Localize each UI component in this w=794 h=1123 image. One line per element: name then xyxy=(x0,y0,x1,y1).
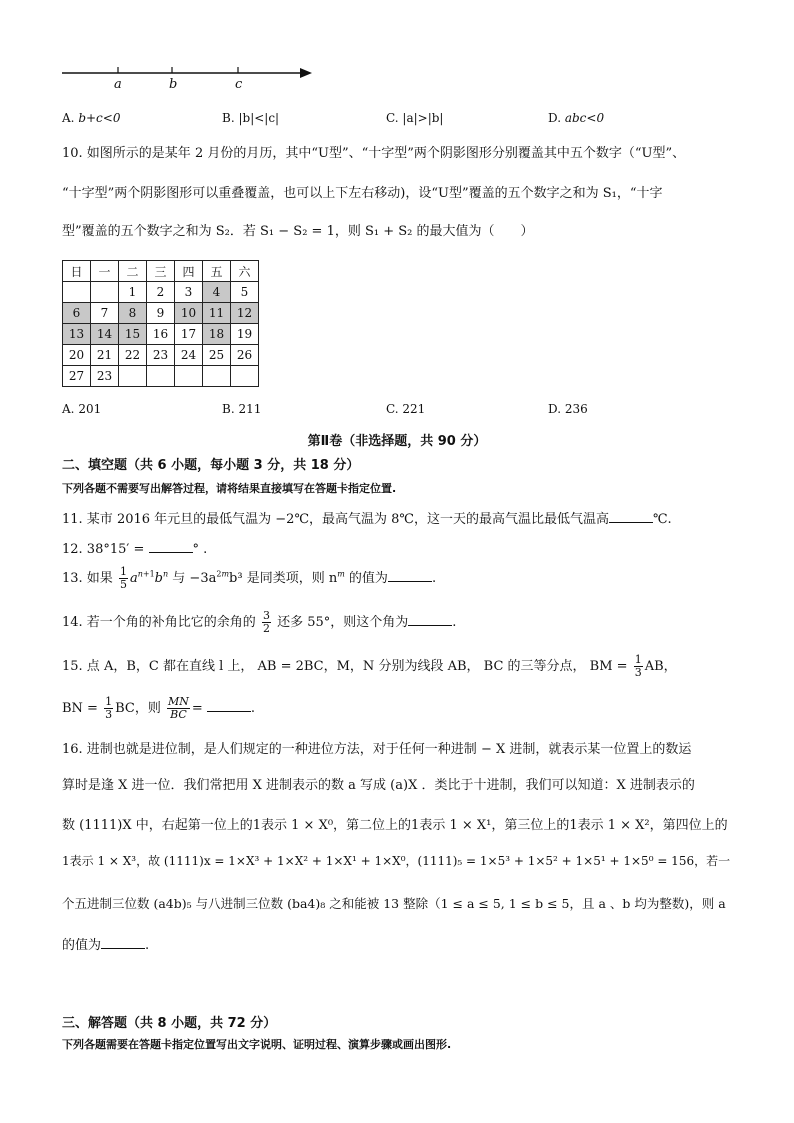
calendar-cell-shaded: 8 xyxy=(119,303,147,324)
calendar-cell: 22 xyxy=(119,345,147,366)
q13: 13. 如果 $\frac{1}{5}$ $a^{n+1}b^n$ 与 $-3a^{2m}b^3$ 是同类项，则 $n^m$ 的值为 . xyxy=(62,565,437,591)
calendar-cell: 27 xyxy=(63,366,91,387)
calendar-cell: 2 xyxy=(147,282,175,303)
calendar-cell: 7 xyxy=(91,303,119,324)
calendar-cell xyxy=(63,282,91,303)
q15-text-d: BC，则 xyxy=(115,701,161,716)
q10-option-d[interactable]: D. 236 xyxy=(548,402,588,416)
calendar-cell: 20 xyxy=(63,345,91,366)
q13-text-a: 13. 如果 xyxy=(62,571,113,586)
q15-text-a: 15. 点 A，B，C 都在直线 l 上， AB = 2BC，M，N 分别为线段 AB， BC 的三等分点， BM = xyxy=(62,659,628,674)
calendar-cell xyxy=(175,366,203,387)
calendar-header-cell: 一 xyxy=(91,261,119,282)
calendar-cell: 17 xyxy=(175,324,203,345)
q16-line-4: 1表示 1 × X³，故 (1111)x = 1×X³ + 1×X² + 1×X¹ + 1×X⁰，(1111)₅ = 1×5³ + 1×5² + 1×5¹ + 1×5⁰ = 156，若一 xyxy=(62,854,731,868)
calendar-header-cell: 四 xyxy=(175,261,203,282)
calendar-cell xyxy=(91,282,119,303)
calendar-cell-shaded: 6 xyxy=(63,303,91,324)
q16-period: . xyxy=(145,938,150,953)
calendar-row xyxy=(63,366,259,387)
calendar-cell-shaded: 15 xyxy=(119,324,147,345)
calendar-cell: 23 xyxy=(91,366,119,387)
q14-fraction: $\frac{3}{2}$ xyxy=(262,609,270,635)
calendar-cell-shaded: 14 xyxy=(91,324,119,345)
number-line-label-b: b xyxy=(169,77,178,92)
q10-line-1: 10. 如图所示的是某年 2 月份的月历，其中“U型”、“十字型”两个阴影图形分别覆盖其中五个数字（“U型”、 xyxy=(62,146,686,161)
q16-answer-blank[interactable] xyxy=(101,936,145,949)
q13-end: . xyxy=(431,571,437,586)
q12 xyxy=(62,540,207,557)
section-2-title: 第Ⅱ卷（非选择题，共 90 分） xyxy=(307,434,487,449)
q14-answer-blank[interactable] xyxy=(408,613,452,626)
calendar-cell: 1 xyxy=(119,282,147,303)
q15-text-c: BN = xyxy=(62,701,98,716)
q10-line-2: “十字型”两个阴影图形可以重叠覆盖，也可以上下左右移动)，设“U型”覆盖的五个数字之和为 S₁，“十字 xyxy=(62,186,663,201)
calendar-cell xyxy=(231,366,259,387)
number-line xyxy=(58,62,318,96)
q15-text-b: AB， xyxy=(644,659,677,674)
answer-section-note: 下列各题需要在答题卡指定位置写出文字说明、证明过程、演算步骤或画出图形. xyxy=(62,1038,452,1051)
q16-line-2: 算时是逢 X 进一位．我们常把用 X 进制表示的数 a 写成 (a)X ．类比于十进制，我们可以知道：X 进制表示的 xyxy=(62,778,695,793)
fill-in-section-title: 二、填空题（共 6 小题，每小题 3 分，共 18 分） xyxy=(62,458,360,473)
q16-line-3: 数 (1111)X 中，右起第一位上的1表示 1 × X⁰，第二位上的1表示 1 × X¹，第三位上的1表示 1 × X²，第四位上的 xyxy=(62,818,728,833)
q14-end: . xyxy=(452,615,457,630)
q13-fraction: $\frac{1}{5}$ xyxy=(119,565,127,591)
calendar-header-cell: 三 xyxy=(147,261,175,282)
q10-option-a[interactable]: A. 201 xyxy=(62,402,102,416)
calendar-header-row xyxy=(63,261,259,282)
q16-line-5: 个五进制三位数 (a4b)₅ 与八进制三位数 (ba4)₈ 之和能被 13 整除（1 ≤ a ≤ 5, 1 ≤ b ≤ 5，且 a 、b 均为整数)，则 a xyxy=(62,896,726,911)
q15-end: . xyxy=(250,701,256,716)
q15-answer-blank[interactable] xyxy=(207,699,251,712)
q10-option-b[interactable]: B. 211 xyxy=(222,402,262,416)
calendar-header-cell: 六 xyxy=(231,261,259,282)
q15-fraction-1: $\frac{1}{3}$ xyxy=(634,653,642,679)
calendar-cell xyxy=(203,366,231,387)
q11-text: 11. 某市 2016 年元旦的最低气温为 −2℃，最高气温为 8℃，这一天的最高气温比最低气温高 xyxy=(62,512,609,527)
q9-option-b[interactable]: B. |b|<|c| xyxy=(222,111,280,125)
calendar-cell: 24 xyxy=(175,345,203,366)
calendar-header-cell: 五 xyxy=(203,261,231,282)
q15-line-2 xyxy=(62,696,255,721)
q16-line-1: 16. 进制也就是进位制，是人们规定的一种进位方法，对于任何一种进制 − X 进制，就表示某一位置上的数运 xyxy=(62,742,692,757)
calendar-header-cell: 日 xyxy=(63,261,91,282)
calendar-cell: 25 xyxy=(203,345,231,366)
calendar-cell: 21 xyxy=(91,345,119,366)
calendar-table xyxy=(62,260,259,387)
q13-answer-blank[interactable] xyxy=(388,569,432,582)
q11-unit: ℃. xyxy=(652,512,672,527)
q10-line-3: 型”覆盖的五个数字之和为 S₂．若 S₁ − S₂ = 1，则 S₁ + S₂ 的最大值为（ ） xyxy=(62,224,534,239)
calendar-cell: 16 xyxy=(147,324,175,345)
q16-text-end: 的值为 xyxy=(62,938,102,953)
calendar-cell-shaded: 12 xyxy=(231,303,259,324)
q11 xyxy=(62,508,672,527)
q11-answer-blank[interactable] xyxy=(609,510,653,523)
calendar-cell: 3 xyxy=(175,282,203,303)
q10-option-c[interactable]: C. 221 xyxy=(386,402,426,416)
q12-unit: ° . xyxy=(192,542,208,557)
calendar-row xyxy=(63,303,259,324)
fill-in-section-note: 下列各题不需要写出解答过程，请将结果直接填写在答题卡指定位置. xyxy=(62,482,397,495)
q14-text-b: 还多 55°，则这个角为 xyxy=(277,615,409,630)
q14 xyxy=(62,610,456,635)
calendar-cell-shaded: 18 xyxy=(203,324,231,345)
calendar-header-cell: 二 xyxy=(119,261,147,282)
q14-text-a: 14. 若一个角的补角比它的余角的 xyxy=(62,615,256,630)
q9-option-a[interactable]: A. b+c<0 xyxy=(62,111,121,125)
calendar-cell xyxy=(147,366,175,387)
q15-text-e: = xyxy=(191,701,203,716)
calendar-cell xyxy=(119,366,147,387)
q16-line-6 xyxy=(62,934,149,953)
q13-text-c: b³ 是同类项，则 n xyxy=(229,571,338,586)
calendar-cell: 26 xyxy=(231,345,259,366)
calendar-row xyxy=(63,324,259,345)
q12-answer-blank[interactable] xyxy=(149,540,193,553)
calendar-cell-shaded: 10 xyxy=(175,303,203,324)
calendar-cell-shaded: 13 xyxy=(63,324,91,345)
q15-fraction-mn-bc: $\frac{MN}{BC}$ xyxy=(167,695,189,721)
q9-option-c[interactable]: C. |a|>|b| xyxy=(386,111,444,125)
calendar-cell: 5 xyxy=(231,282,259,303)
calendar-cell-shaded: 4 xyxy=(203,282,231,303)
calendar-row xyxy=(63,282,259,303)
q9-option-d[interactable]: D. abc<0 xyxy=(548,111,605,125)
number-line-label-c: c xyxy=(235,77,243,92)
q13-text-b: 与 −3a xyxy=(172,571,217,586)
q12-text: 12. 38°15′ = xyxy=(62,542,145,557)
q15-fraction-2: $\frac{1}{3}$ xyxy=(105,695,113,721)
calendar-cell-shaded: 11 xyxy=(203,303,231,324)
calendar-cell: 9 xyxy=(147,303,175,324)
calendar-cell: 19 xyxy=(231,324,259,345)
number-line-label-a: a xyxy=(114,77,122,92)
q15-line-1 xyxy=(62,654,677,679)
calendar-row xyxy=(63,345,259,366)
answer-section-title: 三、解答题（共 8 小题，共 72 分） xyxy=(62,1016,277,1031)
q13-text-d: 的值为 xyxy=(344,571,388,586)
calendar-cell: 23 xyxy=(147,345,175,366)
